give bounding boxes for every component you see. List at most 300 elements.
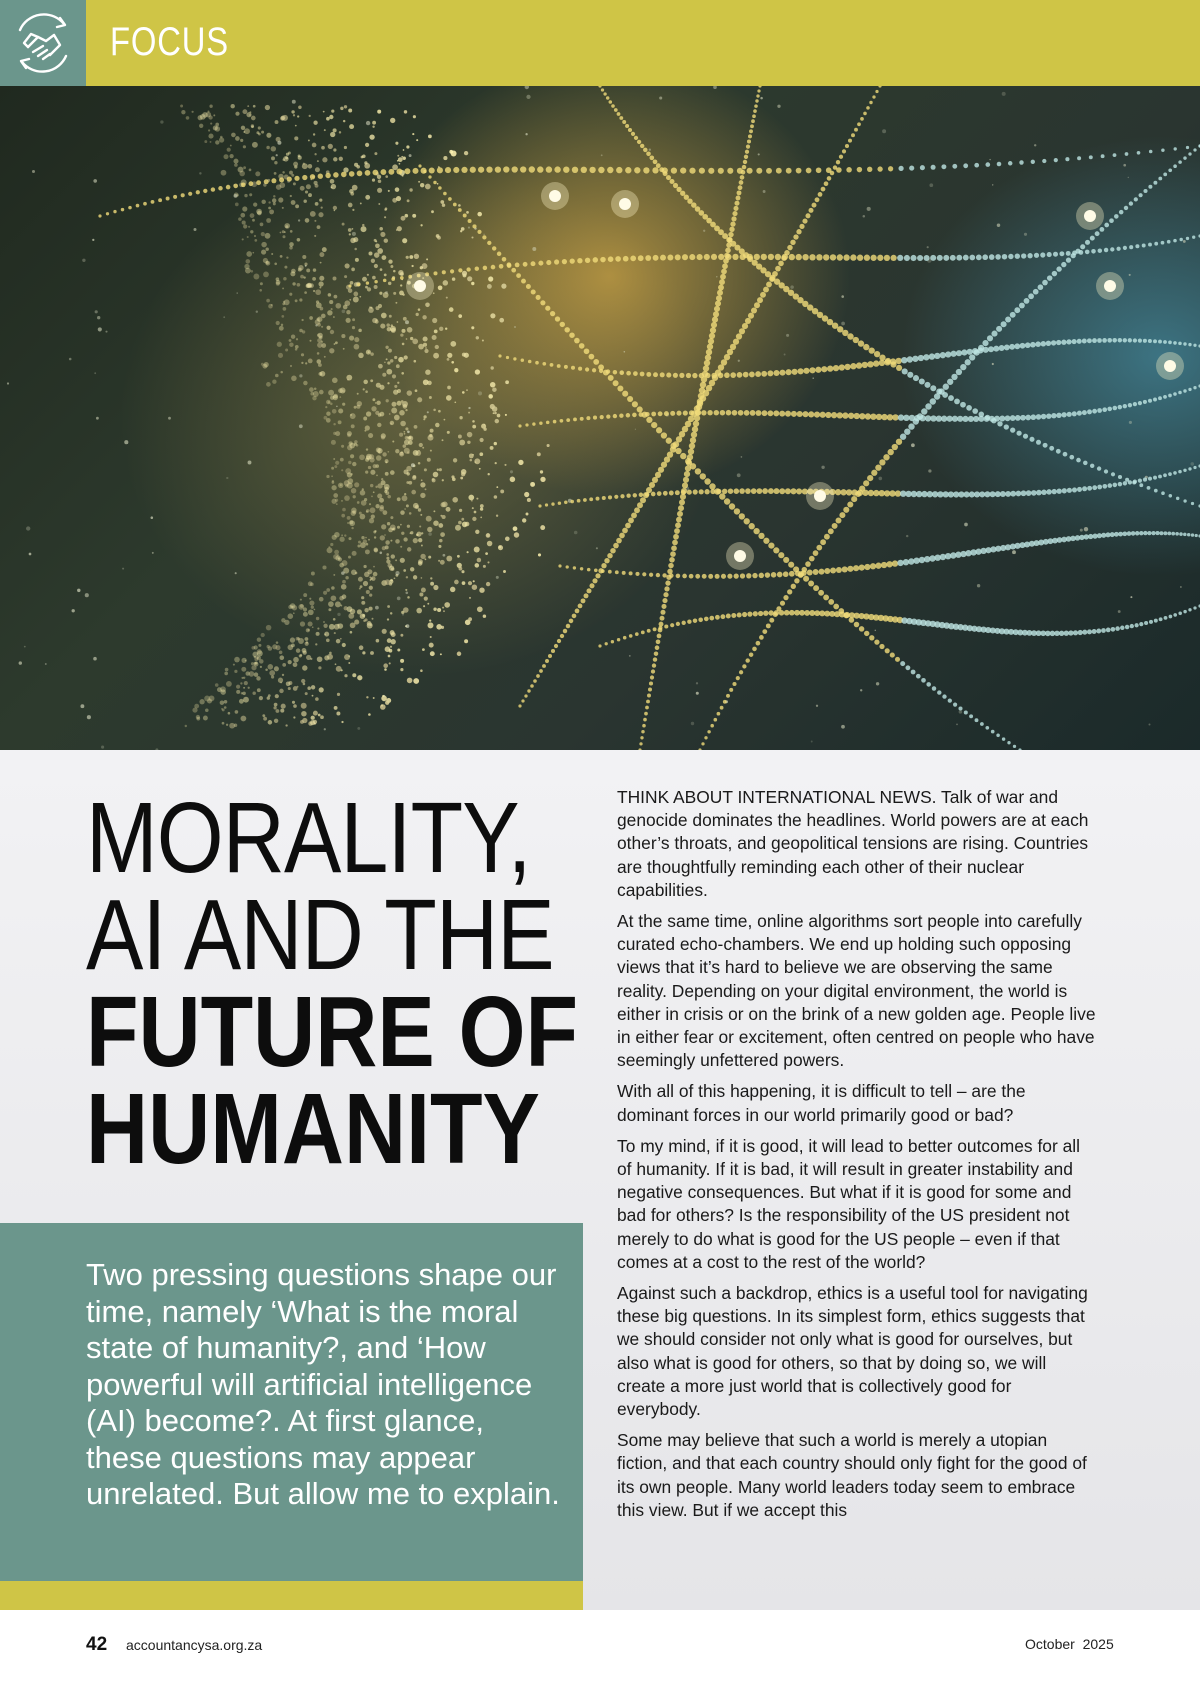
arc-dot [904, 255, 910, 261]
sparkle-dot [989, 159, 990, 160]
particle-dot [402, 175, 404, 177]
particle-dot [464, 639, 468, 643]
arc-dot [681, 488, 687, 494]
arc-dot [1111, 472, 1115, 476]
arc-dot [1178, 160, 1182, 164]
particle-dot [395, 559, 397, 561]
particle-dot [487, 561, 489, 563]
arc-dot [718, 285, 724, 291]
particle-dot [359, 454, 365, 460]
particle-dot [335, 499, 338, 502]
arc-dot [374, 280, 377, 283]
particle-dot [289, 339, 292, 342]
particle-dot [282, 287, 284, 289]
particle-dot [385, 701, 389, 705]
particle-dot [376, 401, 380, 405]
arc-dot [809, 254, 815, 260]
particle-dot [269, 670, 275, 676]
particle-dot [320, 371, 326, 377]
particle-dot [242, 109, 247, 114]
arc-dot [639, 742, 642, 745]
particle-dot [384, 216, 386, 218]
sparkle-dot [878, 477, 882, 481]
sparkle-dot [1084, 527, 1088, 531]
particle-dot [397, 160, 399, 162]
particle-dot [513, 526, 518, 531]
sparkle-dot [407, 430, 410, 433]
sparkle-dot [234, 194, 238, 198]
arc-dot [617, 112, 621, 116]
arc-dot [766, 168, 772, 174]
particle-dot [406, 256, 409, 259]
arc-dot [682, 574, 687, 579]
particle-dot [228, 712, 231, 715]
arc-dot [702, 574, 707, 579]
arc-dot [1158, 340, 1162, 344]
arc-dot [676, 622, 680, 626]
particle-dot [460, 230, 462, 232]
arc-dot [380, 169, 386, 175]
particle-dot [526, 513, 529, 516]
arc-dot [1153, 398, 1157, 402]
particle-dot [362, 614, 365, 617]
particle-dot [253, 274, 259, 280]
sparkle-dot [1012, 550, 1016, 554]
arc-dot [617, 638, 620, 641]
particle-dot [405, 409, 407, 411]
arc-dot [974, 491, 980, 497]
particle-dot [390, 630, 395, 635]
particle-dot [335, 663, 337, 665]
arc-dot [373, 170, 379, 176]
arc-dot [113, 210, 116, 213]
particle-dot [384, 238, 388, 242]
particle-dot [365, 618, 368, 621]
arc-dot [539, 421, 542, 424]
arc-dot [884, 255, 890, 261]
particle-dot [293, 657, 299, 663]
particle-dot [274, 161, 277, 164]
particle-dot [412, 339, 418, 345]
particle-dot [342, 643, 346, 647]
arc-dot [1169, 494, 1173, 498]
particle-dot [459, 416, 462, 419]
particle-dot [389, 566, 394, 571]
particle-dot [348, 537, 351, 540]
particle-dot [352, 326, 355, 329]
particle-dot [389, 315, 392, 318]
sparkle-dot [532, 247, 536, 251]
arc-dot [870, 255, 876, 261]
particle-dot [255, 171, 260, 176]
arc-dot [823, 594, 829, 600]
arc-dot [1188, 152, 1191, 155]
sparkle-dot [786, 334, 789, 337]
arc-dot [745, 488, 751, 494]
arc-dot [1178, 342, 1182, 346]
particle-dot [315, 643, 317, 645]
particle-dot [309, 316, 313, 320]
particle-dot [420, 514, 422, 516]
arc-dot [773, 370, 779, 376]
arc-dot [578, 604, 583, 609]
arc-dot [584, 348, 590, 354]
arc-dot [1139, 193, 1143, 197]
particle-dot [447, 353, 452, 358]
particle-dot [321, 326, 323, 328]
arc-dot [830, 171, 835, 176]
sparkle-dot [1149, 724, 1151, 726]
arc-dot [851, 133, 855, 137]
arc-dot [758, 611, 763, 616]
arc-dot [1041, 414, 1047, 420]
particle-dot [413, 503, 419, 509]
arc-dot [968, 416, 974, 422]
arc-dot [664, 586, 669, 591]
arc-dot [768, 542, 774, 548]
arc-dot [1049, 446, 1054, 451]
sparkle-dot [223, 316, 225, 318]
arc-dot [1142, 244, 1146, 248]
arc-dot [472, 224, 476, 228]
sparkle-dot [341, 571, 345, 575]
arc-dot [656, 427, 662, 433]
particle-dot [373, 491, 375, 493]
particle-dot [261, 232, 265, 236]
sparkle-dot [816, 705, 818, 707]
arc-dot [820, 412, 826, 418]
particle-dot [298, 106, 302, 110]
particle-dot [209, 105, 212, 108]
particle-dot [282, 207, 284, 209]
particle-dot [454, 580, 459, 585]
sparkle-dot [696, 692, 699, 695]
arc-dot [188, 192, 192, 196]
arc-dot [651, 412, 656, 417]
particle-dot [251, 116, 256, 121]
arc-dot [598, 167, 604, 173]
arc-dot [1085, 240, 1090, 245]
particle-dot [336, 712, 340, 716]
arc-dot [662, 598, 667, 603]
particle-dot [430, 450, 432, 452]
arc-dot [659, 167, 664, 172]
arc-dot [1077, 411, 1082, 416]
particle-dot [205, 708, 209, 712]
sparkle-dot [315, 324, 317, 326]
arc-dot [1004, 424, 1009, 429]
particle-dot [344, 275, 347, 278]
arc-dot [847, 333, 853, 339]
particle-dot [412, 214, 416, 218]
particle-dot [319, 276, 324, 281]
arc-dot [653, 255, 659, 261]
particle-dot [301, 319, 303, 321]
arc-dot [863, 344, 869, 350]
arc-dot [742, 323, 748, 329]
arc-dot [550, 311, 555, 316]
particle-dot [409, 512, 412, 515]
arc-dot [931, 165, 936, 170]
arc-dot [453, 203, 457, 207]
arc-dot [524, 694, 527, 697]
particle-dot [304, 637, 308, 641]
arc-dot [633, 371, 638, 376]
particle-dot [343, 120, 345, 122]
particle-dot [365, 286, 368, 289]
arc-dot [653, 372, 658, 377]
particle-dot [433, 353, 439, 359]
arc-dot [768, 254, 774, 260]
arc-dot [961, 349, 967, 355]
particle-dot [366, 411, 371, 416]
arc-dot [348, 284, 351, 287]
particle-dot [504, 464, 506, 466]
arc-dot [781, 255, 787, 261]
arc-dot [613, 414, 617, 418]
particle-dot [279, 651, 283, 655]
particle-dot [413, 575, 417, 579]
particle-dot [377, 483, 382, 488]
particle-dot [293, 162, 298, 167]
arc-dot [843, 613, 849, 619]
arc-dot [1148, 477, 1152, 481]
arc-dot [695, 574, 700, 579]
arc-dot [734, 573, 739, 578]
particle-dot [320, 715, 324, 719]
particle-dot [397, 401, 402, 406]
particle-dot [414, 254, 419, 259]
arc-dot [1036, 490, 1042, 496]
arc-dot [1134, 197, 1138, 201]
particle-dot [328, 546, 330, 548]
particle-dot [194, 704, 199, 709]
particle-dot [296, 637, 300, 641]
arc-dot [607, 167, 613, 173]
particle-dot [235, 136, 240, 141]
arc-dot [736, 333, 742, 339]
arc-dot [742, 664, 746, 668]
arc-dot [942, 694, 946, 698]
sparkle-dot [649, 149, 651, 151]
body-paragraph: Some may believe that such a world is merely a utopian fiction, and that each country should only fight for the good of its own people. Many world leaders today seem to embrace this view. But if we accept this [617, 1430, 1087, 1520]
particle-dot [490, 446, 494, 450]
particle-dot [334, 465, 337, 468]
arc-dot [1092, 629, 1097, 634]
arc-dot [569, 332, 575, 338]
particle-dot [338, 557, 342, 561]
arc-dot [1138, 401, 1142, 405]
particle-dot [350, 413, 356, 419]
arc-dot [629, 634, 633, 638]
arc-dot [757, 297, 763, 303]
arc-dot [573, 417, 577, 421]
particle-dot [323, 591, 327, 595]
particle-dot [328, 601, 334, 607]
arc-dot [1076, 458, 1081, 463]
sparkle-dot [1130, 596, 1132, 598]
arc-dot [747, 611, 752, 616]
arc-dot [651, 669, 655, 673]
particle-dot [357, 393, 359, 395]
sparkle-dot [277, 141, 281, 145]
sparkle-dot [94, 372, 96, 374]
particle-dot [261, 200, 265, 204]
particle-dot [395, 302, 397, 304]
particle-dot [374, 264, 378, 268]
particle-dot [398, 270, 403, 275]
particle-dot [372, 179, 375, 182]
sparkle-dot [478, 391, 482, 395]
arc-dot [892, 444, 898, 450]
arc-dot [1004, 344, 1010, 350]
arc-dot [796, 254, 802, 260]
particle-dot [331, 308, 333, 310]
sparkle-dot [624, 351, 626, 353]
particle-dot [496, 486, 498, 488]
particle-dot [268, 304, 273, 309]
particle-dot [352, 462, 356, 466]
arc-dot [705, 354, 711, 360]
arc-dot [1078, 630, 1083, 635]
particle-dot [296, 338, 298, 340]
particle-dot [425, 369, 430, 374]
particle-dot [403, 317, 407, 321]
particle-dot [266, 625, 272, 631]
arc-dot [734, 508, 740, 514]
particle-dot [312, 143, 317, 148]
arc-dot [780, 601, 785, 606]
arc-dot [814, 411, 820, 417]
sparkle-dot [821, 466, 824, 469]
arc-dot [1163, 173, 1167, 177]
particle-dot [302, 665, 307, 670]
arc-dot [528, 360, 532, 364]
particle-dot [303, 199, 306, 202]
particle-dot [428, 622, 434, 628]
arc-dot [635, 572, 639, 576]
arc-dot [930, 398, 936, 404]
particle-dot [271, 156, 275, 160]
arc-dot [640, 372, 645, 377]
arc-dot [737, 372, 743, 378]
arc-dot [902, 368, 908, 374]
sparkle-dot [256, 311, 258, 313]
arc-dot [700, 382, 706, 388]
particle-dot [279, 689, 283, 693]
arc-dot [600, 257, 606, 263]
particle-dot [301, 703, 307, 709]
particle-dot [334, 632, 336, 634]
particle-dot [421, 577, 423, 579]
particle-dot [480, 438, 484, 442]
particle-dot [462, 581, 466, 585]
arc-dot [885, 648, 890, 653]
arc-dot [1014, 307, 1020, 313]
particle-dot [335, 461, 339, 465]
particle-dot [404, 355, 408, 359]
particle-dot [423, 379, 429, 385]
particle-dot [425, 488, 427, 490]
arc-dot [1178, 391, 1182, 395]
particle-dot [206, 112, 212, 118]
arc-dot [820, 539, 826, 545]
particle-dot [277, 342, 282, 347]
arc-dot [738, 185, 743, 190]
arc-dot [885, 358, 891, 364]
arc-dot [783, 595, 788, 600]
arc-dot [1163, 531, 1167, 535]
particle-dot [385, 540, 390, 545]
particle-dot [449, 150, 453, 154]
arc-dot [450, 269, 454, 273]
particle-dot [467, 441, 470, 444]
arc-dot [740, 175, 745, 180]
arc-dot [839, 155, 843, 159]
arc-dot [952, 164, 957, 169]
arc-dot [713, 311, 719, 317]
arc-dot [835, 489, 841, 495]
arc-dot [491, 265, 496, 270]
particle-dot [418, 561, 423, 566]
particle-dot [386, 358, 388, 360]
arc-dot [948, 395, 954, 401]
sparkle-dot [906, 535, 908, 537]
arc-dot [909, 166, 914, 171]
sparkle-dot [790, 285, 794, 289]
particle-dot [430, 651, 435, 656]
arc-dot [1097, 408, 1102, 413]
arc-dot [995, 254, 1001, 260]
particle-dot [332, 378, 338, 384]
particle-dot [427, 603, 429, 605]
arc-dot [1144, 621, 1148, 625]
arc-dot [1183, 610, 1186, 613]
arc-dot [1131, 531, 1136, 536]
arc-dot [645, 255, 651, 261]
particle-dot [266, 248, 269, 251]
particle-dot [303, 276, 305, 278]
particle-dot [438, 545, 441, 548]
particle-dot [346, 310, 350, 314]
particle-dot [313, 121, 317, 125]
sparkle-dot [876, 682, 879, 685]
arc-dot [1107, 407, 1112, 412]
arc-dot [1016, 491, 1022, 497]
particle-dot [217, 687, 222, 692]
arc-dot [723, 258, 729, 264]
particle-dot [261, 242, 267, 248]
arc-dot [545, 503, 548, 506]
particle-dot [444, 602, 450, 608]
arc-dot [637, 140, 641, 144]
arc-dot [639, 493, 644, 498]
particle-dot [501, 284, 506, 289]
sparkle-dot [758, 153, 760, 155]
particle-dot [386, 553, 389, 556]
arc-dot [762, 488, 768, 494]
sparkle-dot [336, 406, 337, 407]
arc-dot [666, 373, 671, 378]
arc-dot [898, 166, 903, 171]
sparkle-dot [26, 526, 30, 530]
arc-dot [753, 611, 758, 616]
arc-dot [912, 356, 918, 362]
arc-dot [640, 497, 646, 503]
arc-dot [1173, 239, 1177, 243]
sparkle-dot [997, 224, 1000, 227]
particle-dot [350, 281, 354, 285]
